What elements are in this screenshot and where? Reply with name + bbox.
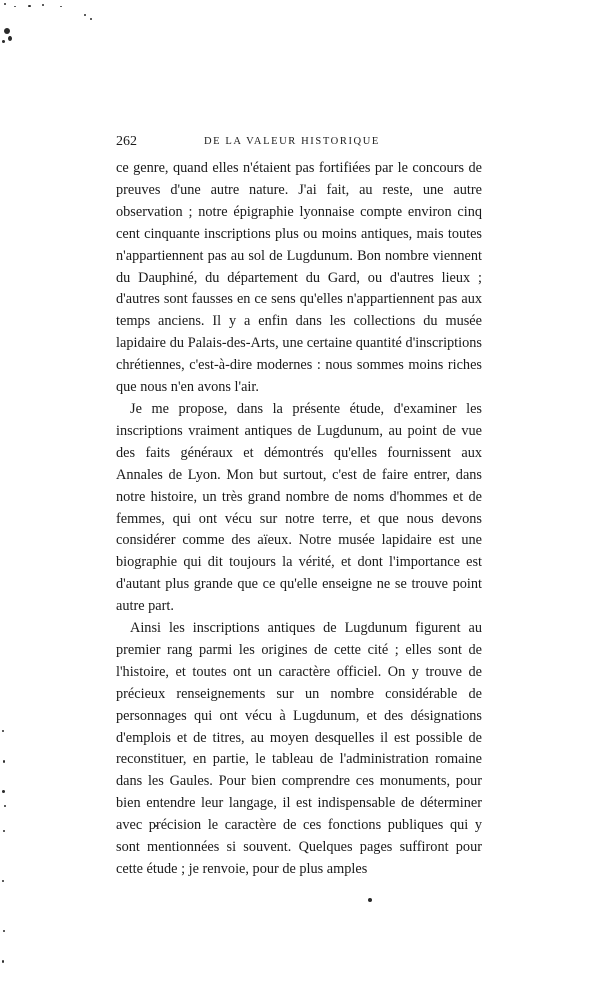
paragraph-continuation: ce genre, quand elles n'étaient pas fortifiées par le concours de preuves d'une autre nature. J'ai fait, au reste, une autre observation ; notre épigraphie lyonnaise compte environ cinq cent cinquante inscriptions plus ou moins antiques, mais toutes n'appartiennent pas au sol de Lugdunum. Bon nombre viennent du Dauphiné, du département du Gard, ou d'autres lieux ; d'autres sont fausses en ce sens qu'elles n'appartiennent pas aux temps anciens. Il y a enfin dans les collections du musée lapidaire du Palais-des-Arts, une certaine quantité d'inscriptions chrétiennes, c'est-à-dire modernes : nous sommes moins riches que nous n'en avons l'air. [116,160,482,396]
scan-speck [4,3,6,5]
scan-speck [60,6,62,7]
page-header [116,134,501,152]
scan-speck [3,830,5,832]
scan-speck [2,880,4,882]
scan-speck [4,805,6,807]
scan-speck [368,898,372,902]
scan-speck [2,960,4,963]
scan-speck [90,18,92,20]
scan-speck [28,5,31,7]
scan-speck [42,4,44,6]
page-number: 262 [116,134,137,149]
scan-speck [3,930,5,932]
scan-speck [4,28,10,34]
scan-speck [14,6,16,7]
scan-speck [3,760,5,763]
scan-speck [84,14,86,16]
body-text [116,158,482,881]
paragraph: Je me propose, dans la présente étude, d'examiner les inscriptions vraiment antiques de Lugdunum, au point de vue des faits généraux et démontrés qu'elles fournissent aux Annales de Lyon. Mon but surtout, c'est de faire entrer, dans notre histoire, un très grand nombre de noms d'hommes et de femmes, qui ont vécu sur notre terre, et que nous devons considérer comme des aïeux. Notre musée lapidaire est une biographie qui dit toujours la vérité, et dont l'importance est d'autant plus grande que ce qu'elle enseigne ne se trouve point autre part. [116,400,482,615]
running-head: DE LA VALEUR HISTORIQUE [204,136,380,147]
scan-speck [2,790,5,793]
scan-speck [2,730,4,732]
scan-speck [2,40,5,43]
paragraph: Ainsi les inscriptions antiques de Lugdunum figurent au premier rang parmi les origines de cette cité ; elles sont de l'histoire, et toutes ont un caractère officiel. On y trouve de précieux renseignements sur un nombre considérable de personnages qui ont vécu à Lugdunum, et des désignations d'emplois et de titres, au moyen desquelles il est possible de reconstituer, en partie, le tableau de l'administration romaine dans les Gaules. Pour bien comprendre ces monuments, pour bien entendre leur langage, il est indispensable de déterminer avec précision le caractère de ces fonctions publiques qui y sont mentionnées si souvent. Quelques pages suffiront pour cette étude ; je renvoie, pour de plus amples [116,620,482,877]
scan-speck [8,36,12,41]
